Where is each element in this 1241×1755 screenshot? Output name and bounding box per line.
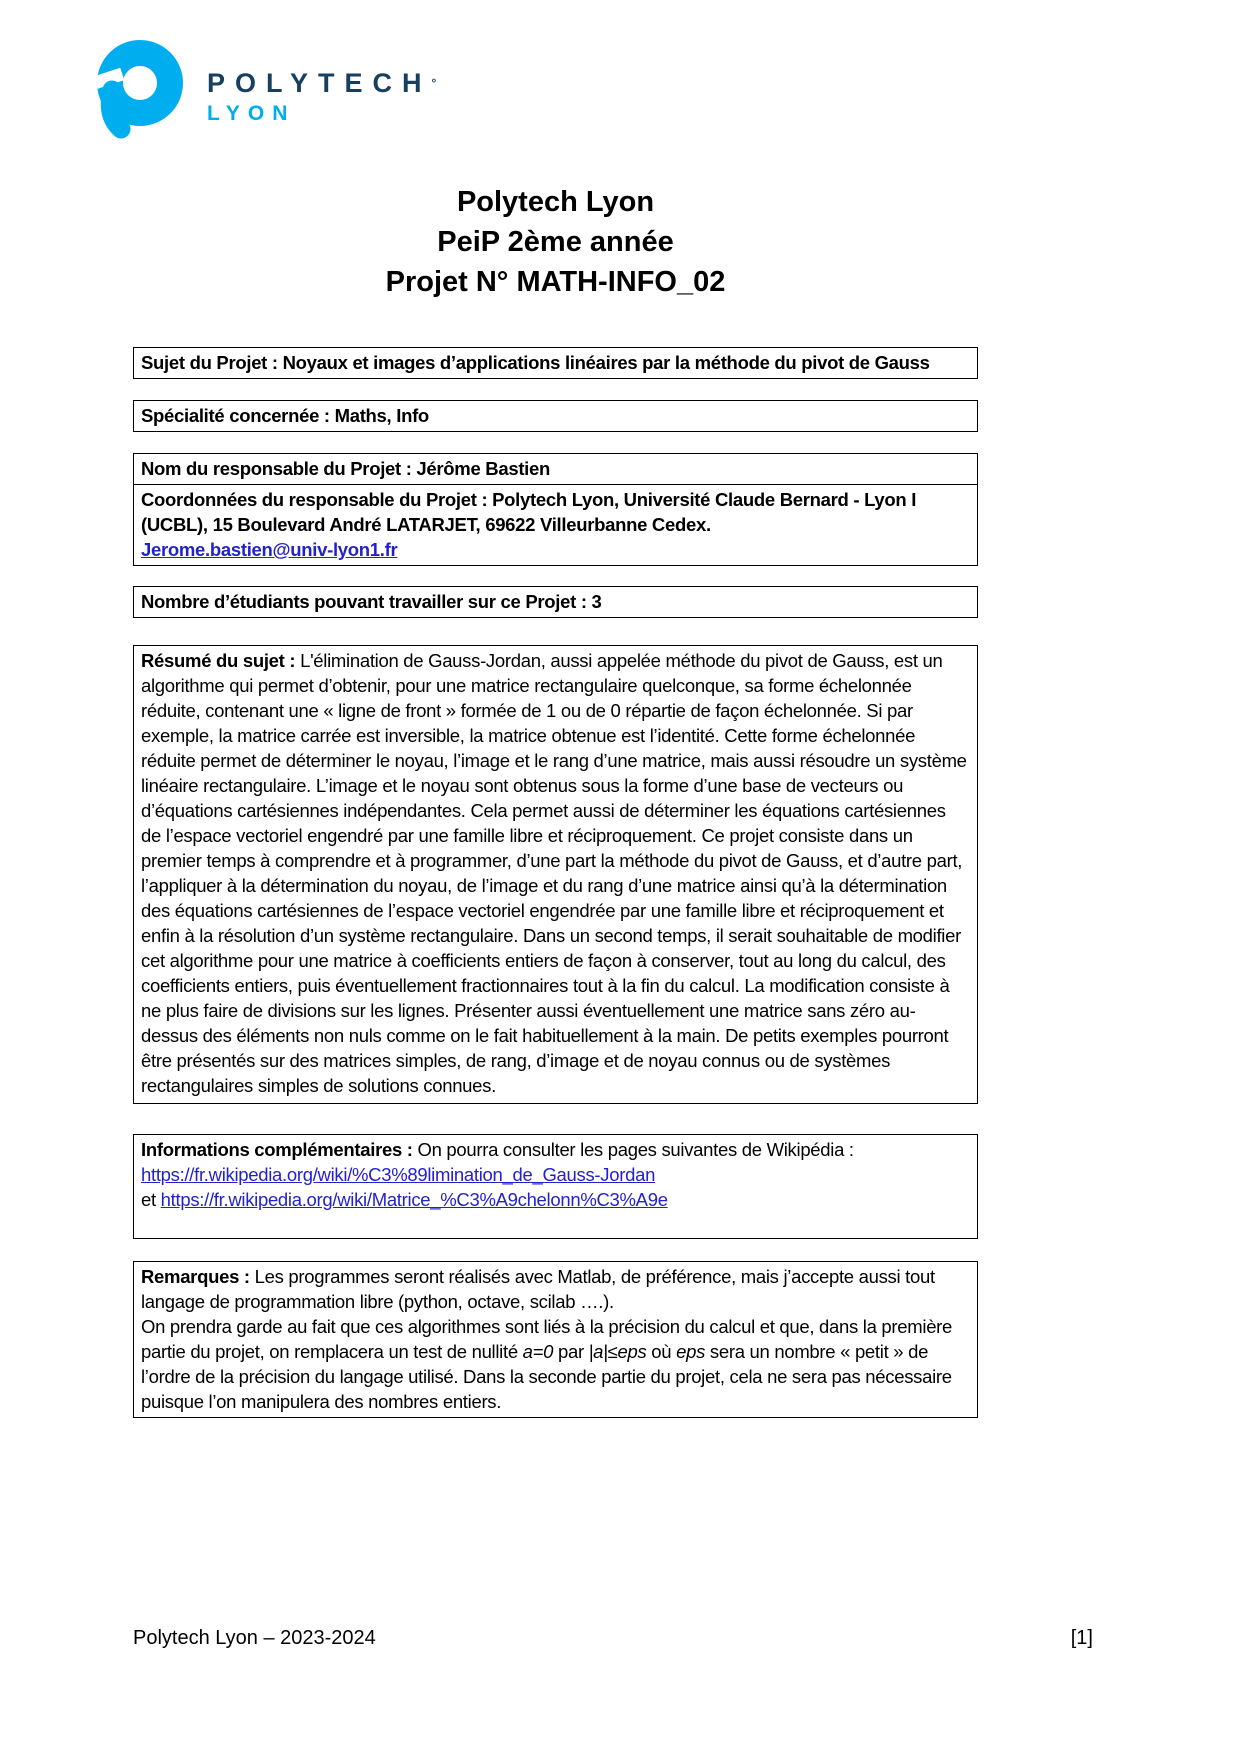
content-column	[133, 347, 978, 1418]
title-line-program: PeiP 2ème année	[437, 226, 674, 258]
text-segment: Nombre d’étudiants pouvant travailler sur ce Projet : 3	[141, 591, 602, 612]
text-segment: On prendra garde au fait que ces algorithmes sont liés à la précision du calcul et que, dans la première partie du projet, on remplacera un test de nullité	[141, 1316, 953, 1362]
text-segment: L'élimination de Gauss-Jordan, aussi appelée méthode du pivot de Gauss, est un algorithme qui permet d’obtenir, pour une matrice rectangulaire quelconque, sa forme échelonnée réduite, contenant une « ligne de front » formée de 1 ou de 0 répartie de façon échelonnée. Si par exemple, la matrice carrée est inversible, la matrice obtenue est l’identité. Cette forme échelonnée réduite permet de déterminer le noyau, l’image et le rang d’une matrice, mais aussi résoudre un système linéaire rectangulaire. L’image et le noyau sont obtenus sous la forme d’une base de vecteurs ou d’équations cartésiennes indépendantes. Cela permet aussi de déterminer les équations cartésiennes de l’espace vectoriel engendré par une famille libre et réciproquement. Ce projet consiste dans un premier temps à comprendre et à programmer, d’une part la méthode du pivot de Gauss, et d’autre part, l’appliquer à la détermination du noyau, de l’image et du rang d’une matrice ainsi qu’à la détermination des équations cartésiennes de l’espace vectoriel engendrée par une famille libre et réciproquement et enfin à la résolution d’un système rectangulaire. Dans un second temps, il serait souhaitable de modifier cet algorithme pour une matrice à coefficients entiers de façon à conserver, tout au long du calcul, des coefficients entiers, puis éventuellement fractionnaires tout à la fin du calcul. La modification consiste à ne plus faire de divisions sur les lignes. Présenter aussi éventuellement une matrice sans zéro au-dessus des éléments non nuls comme on le fait habituellement à la main. De petits exemples pourront être présentés sur des matrices simples, de rang, d’image et de noyau connus ou de systèmes rectangulaires simples de solutions connues.	[141, 650, 967, 1096]
text-segment: a=0	[522, 1341, 554, 1362]
text-segment: et	[141, 1189, 161, 1210]
text-segment: où	[646, 1341, 677, 1362]
hyperlink[interactable]: Jerome.bastien@univ-lyon1.fr	[141, 539, 398, 560]
supervisor-name-row	[134, 454, 977, 484]
polytech-logo-mark	[95, 36, 183, 140]
text-segment: Résumé du sujet :	[141, 650, 296, 671]
logo-brand-name	[207, 68, 436, 98]
page-footer	[133, 1627, 1093, 1650]
text-segment: eps	[676, 1341, 706, 1362]
remarks-box	[133, 1261, 978, 1418]
logo-text	[207, 68, 436, 127]
title-line-school: Polytech Lyon	[456, 186, 655, 218]
text-segment: On pourra consulter les pages suivantes de Wikipédia :	[412, 1139, 854, 1160]
text-segment: |a|≤eps	[588, 1341, 647, 1362]
logo-city-name: LYON	[207, 102, 296, 125]
text-segment: Informations complémentaires :	[141, 1139, 413, 1160]
text-segment: Remarques :	[141, 1266, 250, 1287]
hyperlink[interactable]: https://fr.wikipedia.org/wiki/Matrice_%C3%A9chelonn%C3%A9e	[160, 1189, 668, 1210]
trademark-symbol: °	[431, 76, 437, 90]
supervisor-box	[133, 453, 978, 566]
title-line-project: Projet N° MATH-INFO_02	[385, 266, 726, 298]
supervisor-contact-row	[134, 484, 977, 565]
summary-box	[133, 645, 978, 1104]
text-segment: Spécialité concernée : Maths, Info	[141, 405, 429, 426]
footer-page-number: [1]	[1070, 1627, 1093, 1649]
logo-brand-label: POLYTECH	[207, 68, 432, 98]
text-segment: Coordonnées du responsable du Projet : Polytech Lyon, Université Claude Bernard - Lyon I (UCBL), 15 Boulevard André LATARJET, 69622 Villeurbanne Cedex.	[141, 489, 917, 535]
specialty-box	[133, 400, 978, 432]
additional-info-box	[133, 1134, 978, 1239]
text-segment: sera un nombre « petit » de l’ordre de la précision du langage utilisé. Dans la seconde partie du projet, cela ne sera pas nécessaire puisque l’on manipulera des nombres entiers.	[141, 1341, 952, 1412]
text-segment: par	[553, 1341, 589, 1362]
document-title	[133, 182, 978, 302]
text-segment: Les programmes seront réalisés avec Matlab, de préférence, mais j’accepte aussi tout langage de programmation libre (python, octave, scilab ….).	[141, 1266, 935, 1312]
project-subject-box	[133, 347, 978, 379]
student-count-box	[133, 586, 978, 618]
text-segment: Sujet du Projet : Noyaux et images d’applications linéaires par la méthode du pivot de Gauss	[141, 352, 930, 373]
hyperlink[interactable]: https://fr.wikipedia.org/wiki/%C3%89limination_de_Gauss-Jordan	[141, 1164, 656, 1185]
polytech-logo	[95, 36, 436, 140]
footer-school-year: Polytech Lyon – 2023-2024	[133, 1627, 376, 1649]
text-segment: Nom du responsable du Projet : Jérôme Bastien	[141, 458, 551, 479]
